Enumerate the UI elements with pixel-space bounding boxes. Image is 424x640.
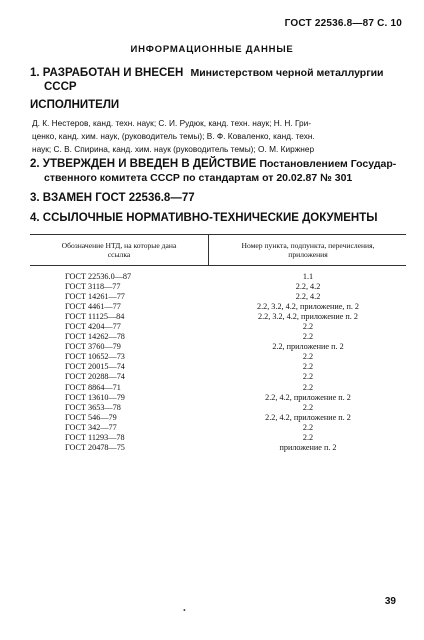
gost-cell: ГОСТ 14261—77: [65, 292, 125, 302]
point-cell: 2.2, 3.2, 4.2, приложение, п. 2: [256, 302, 360, 312]
table-row: [30, 342, 406, 352]
point-cell: 2.2: [302, 402, 314, 412]
table-row: [30, 302, 406, 312]
table-row: [30, 312, 406, 322]
point-cell: 1.1: [302, 272, 314, 281]
table-row: [30, 332, 406, 342]
gost-cell: ГОСТ 546—79: [65, 412, 117, 422]
gost-cell: ГОСТ 4204—77: [65, 322, 121, 332]
point-cell: 2.2, приложение п. 2: [272, 342, 344, 352]
page-number: 39: [384, 596, 396, 607]
column-header-gost: [30, 241, 208, 259]
section-heading: ССЫЛОЧНЫЕ НОРМАТИВНО-ТЕХНИЧЕСКИЕ ДОКУМЕНТЫ: [42, 212, 378, 224]
table-row: [30, 272, 406, 282]
column-header-line: приложения: [288, 250, 328, 259]
section-text: Постановлением Государ-: [259, 158, 397, 170]
table-row: [30, 292, 406, 302]
table-divider: [30, 265, 406, 266]
point-cell: 2.2: [302, 362, 314, 372]
footer-mark: •: [183, 606, 186, 615]
section-text: Министерством черной металлургии: [190, 67, 384, 79]
section-number: 2.: [30, 158, 40, 170]
table-row: [30, 383, 406, 393]
section-number: 1.: [30, 67, 40, 79]
page-title: ИНФОРМАЦИОННЫЕ ДАННЫЕ: [130, 44, 294, 55]
section-replaces: [30, 191, 402, 205]
section-number: 3.: [30, 192, 40, 204]
point-cell: 2.2: [302, 382, 314, 392]
table-row: [30, 352, 406, 362]
point-cell: 2.2, 4.2, приложение п. 2: [265, 392, 351, 402]
section-text-cont: ственного комитета СССР по стандартам от 20.02.87 № 301: [44, 172, 353, 184]
table-row: [30, 413, 406, 423]
gost-cell: ГОСТ 3760—79: [65, 342, 121, 352]
gost-cell: ГОСТ 4461—77: [65, 302, 121, 312]
table-row: [30, 372, 406, 382]
section-number: 4.: [30, 212, 40, 224]
table-row: [30, 322, 406, 332]
gost-cell: ГОСТ 20478—75: [65, 442, 125, 452]
executors-line: Д. К. Нестеров, канд. техн. наук; С. И. Рудюк, канд. техн. наук; Н. Н. Гри-: [32, 118, 311, 128]
table-row: [30, 433, 406, 443]
point-cell: 2.2, 3.2, 4.2, приложение п. 2: [257, 312, 358, 322]
section-developed: [30, 66, 402, 94]
gost-cell: ГОСТ 3653—78: [65, 402, 121, 412]
table-divider: [208, 235, 209, 265]
gost-cell: ГОСТ 342—77: [65, 422, 117, 432]
gost-cell: ГОСТ 20288—74: [65, 372, 125, 382]
column-header-line: ссылка: [107, 250, 131, 259]
point-cell: 2.2: [302, 352, 314, 362]
point-cell: приложение п. 2: [279, 442, 337, 452]
column-header-line: Обозначение НТД, на которые дана: [61, 241, 177, 250]
gost-cell: ГОСТ 8864—71: [65, 382, 121, 392]
gost-cell: ГОСТ 10652—73: [65, 352, 125, 362]
section-text-cont: СССР: [44, 81, 77, 93]
gost-cell: ГОСТ 11125—84: [65, 312, 125, 322]
gost-cell: ГОСТ 13610—79: [65, 392, 125, 402]
column-header-line: Номер пункта, подпункта, перечисления,: [241, 241, 375, 250]
section-heading: ВЗАМЕН ГОСТ 22536.8—77: [42, 192, 195, 204]
table-row: [30, 423, 406, 433]
table-row: [30, 362, 406, 372]
gost-cell: ГОСТ 3118—77: [65, 282, 121, 292]
gost-cell: ГОСТ 14262—78: [65, 332, 125, 342]
point-cell: 2.2: [302, 322, 314, 332]
gost-cell: ГОСТ 11293—78: [65, 432, 125, 442]
executors-list: [32, 117, 402, 156]
point-cell: 2.2: [302, 372, 314, 382]
table-row: [30, 403, 406, 413]
section-heading: УТВЕРЖДЕН И ВВЕДЕН В ДЕЙСТВИЕ: [42, 158, 257, 170]
point-cell: 2.2, 4.2, приложение п. 2: [265, 412, 351, 422]
table-row: [30, 282, 406, 292]
column-header-point: [210, 241, 406, 259]
table-row: [30, 393, 406, 403]
section-heading: РАЗРАБОТАН И ВНЕСЕН: [42, 67, 184, 79]
point-cell: 2.2, 4.2: [295, 292, 321, 302]
gost-cell: ГОСТ 20015—74: [65, 362, 125, 372]
table-row: [30, 443, 406, 453]
point-cell: 2.2: [302, 422, 314, 432]
references-table: [30, 234, 406, 452]
point-cell: 2.2: [302, 332, 314, 342]
executors-line: ценко, канд. хим. наук, (руководитель темы); В. Ф. Коваленко, канд. техн.: [32, 131, 315, 141]
section-references: [30, 211, 402, 225]
gost-cell: ГОСТ 22536.0—87: [65, 272, 132, 281]
table-body: [30, 272, 406, 453]
page-header: ГОСТ 22536.8—87 С. 10: [284, 18, 402, 29]
executors-heading: ИСПОЛНИТЕЛИ: [30, 99, 120, 111]
executors-line: наук; С. В. Спирина, канд. хим. наук (руководитель темы); О. М. Киржнер: [32, 144, 315, 154]
point-cell: 2.2: [302, 432, 314, 442]
point-cell: 2.2, 4.2: [295, 282, 321, 292]
section-approved: [30, 157, 402, 185]
